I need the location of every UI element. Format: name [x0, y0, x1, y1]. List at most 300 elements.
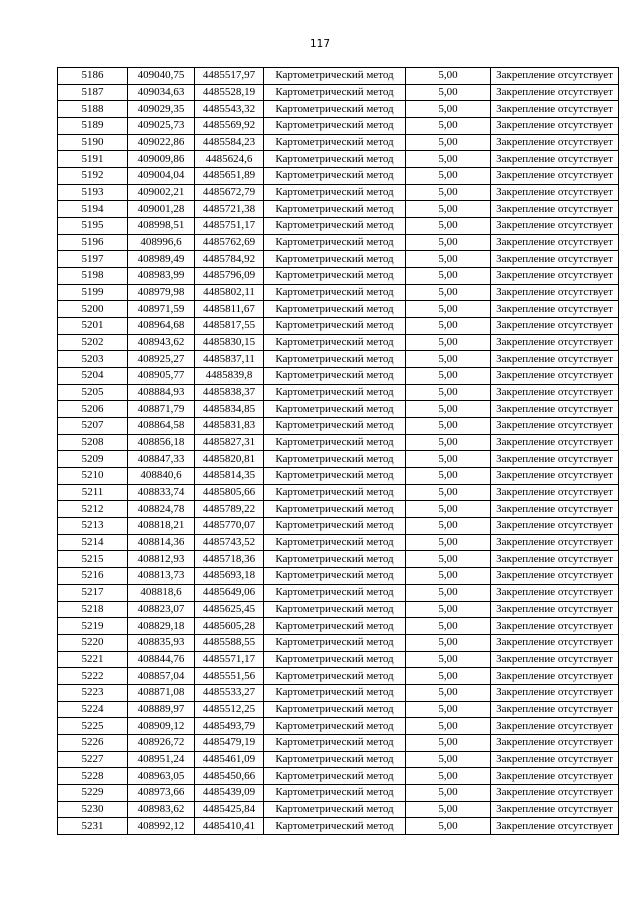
x-coordinate-cell: 408926,72 — [128, 734, 195, 751]
description-cell: Закрепление отсутствует — [491, 118, 619, 135]
point-number-cell: 5220 — [58, 634, 128, 651]
accuracy-cell: 5,00 — [406, 301, 491, 318]
y-coordinate-cell: 4485672,79 — [195, 184, 264, 201]
accuracy-cell: 5,00 — [406, 618, 491, 635]
description-cell: Закрепление отсутствует — [491, 501, 619, 518]
table-row — [58, 151, 619, 168]
table-row — [58, 734, 619, 751]
y-coordinate-cell: 4485796,09 — [195, 268, 264, 285]
description-cell: Закрепление отсутствует — [491, 334, 619, 351]
table-row — [58, 318, 619, 335]
x-coordinate-cell: 409009,86 — [128, 151, 195, 168]
description-cell: Закрепление отсутствует — [491, 318, 619, 335]
y-coordinate-cell: 4485605,28 — [195, 618, 264, 635]
point-number-cell: 5216 — [58, 568, 128, 585]
point-number-cell: 5218 — [58, 601, 128, 618]
point-number-cell: 5199 — [58, 284, 128, 301]
point-number-cell: 5197 — [58, 251, 128, 268]
y-coordinate-cell: 4485624,6 — [195, 151, 264, 168]
table-row — [58, 118, 619, 135]
y-coordinate-cell: 4485718,36 — [195, 551, 264, 568]
point-number-cell: 5213 — [58, 518, 128, 535]
point-number-cell: 5198 — [58, 268, 128, 285]
accuracy-cell: 5,00 — [406, 468, 491, 485]
y-coordinate-cell: 4485649,06 — [195, 584, 264, 601]
x-coordinate-cell: 409004,04 — [128, 168, 195, 185]
point-number-cell: 5229 — [58, 784, 128, 801]
table-row — [58, 84, 619, 101]
accuracy-cell: 5,00 — [406, 401, 491, 418]
x-coordinate-cell: 408905,77 — [128, 368, 195, 385]
method-cell: Картометрический метод — [264, 184, 406, 201]
description-cell: Закрепление отсутствует — [491, 201, 619, 218]
y-coordinate-cell: 4485762,69 — [195, 234, 264, 251]
description-cell: Закрепление отсутствует — [491, 351, 619, 368]
description-cell: Закрепление отсутствует — [491, 401, 619, 418]
accuracy-cell: 5,00 — [406, 351, 491, 368]
table-row — [58, 401, 619, 418]
method-cell: Картометрический метод — [264, 751, 406, 768]
x-coordinate-cell: 409040,75 — [128, 68, 195, 85]
point-number-cell: 5192 — [58, 168, 128, 185]
x-coordinate-cell: 408884,93 — [128, 384, 195, 401]
description-cell: Закрепление отсутствует — [491, 684, 619, 701]
accuracy-cell: 5,00 — [406, 318, 491, 335]
accuracy-cell: 5,00 — [406, 168, 491, 185]
y-coordinate-cell: 4485439,09 — [195, 784, 264, 801]
method-cell: Картометрический метод — [264, 684, 406, 701]
description-cell: Закрепление отсутствует — [491, 634, 619, 651]
point-number-cell: 5190 — [58, 134, 128, 151]
description-cell: Закрепление отсутствует — [491, 784, 619, 801]
point-number-cell: 5215 — [58, 551, 128, 568]
description-cell: Закрепление отсутствует — [491, 218, 619, 235]
point-number-cell: 5201 — [58, 318, 128, 335]
description-cell: Закрепление отсутствует — [491, 184, 619, 201]
y-coordinate-cell: 4485551,56 — [195, 668, 264, 685]
x-coordinate-cell: 408973,66 — [128, 784, 195, 801]
table-row — [58, 768, 619, 785]
description-cell: Закрепление отсутствует — [491, 101, 619, 118]
table-row — [58, 584, 619, 601]
y-coordinate-cell: 4485814,35 — [195, 468, 264, 485]
point-number-cell: 5211 — [58, 484, 128, 501]
table-row — [58, 784, 619, 801]
description-cell: Закрепление отсутствует — [491, 468, 619, 485]
y-coordinate-cell: 4485837,11 — [195, 351, 264, 368]
point-number-cell: 5204 — [58, 368, 128, 385]
point-number-cell: 5188 — [58, 101, 128, 118]
method-cell: Картометрический метод — [264, 801, 406, 818]
accuracy-cell: 5,00 — [406, 451, 491, 468]
y-coordinate-cell: 4485571,17 — [195, 651, 264, 668]
y-coordinate-cell: 4485834,85 — [195, 401, 264, 418]
table-row — [58, 168, 619, 185]
accuracy-cell: 5,00 — [406, 768, 491, 785]
point-number-cell: 5209 — [58, 451, 128, 468]
method-cell: Картометрический метод — [264, 134, 406, 151]
y-coordinate-cell: 4485479,19 — [195, 734, 264, 751]
x-coordinate-cell: 408824,78 — [128, 501, 195, 518]
accuracy-cell: 5,00 — [406, 801, 491, 818]
table-row — [58, 351, 619, 368]
accuracy-cell: 5,00 — [406, 701, 491, 718]
method-cell: Картометрический метод — [264, 401, 406, 418]
point-number-cell: 5223 — [58, 684, 128, 701]
table-row — [58, 251, 619, 268]
accuracy-cell: 5,00 — [406, 184, 491, 201]
x-coordinate-cell: 409001,28 — [128, 201, 195, 218]
x-coordinate-cell: 409029,35 — [128, 101, 195, 118]
accuracy-cell: 5,00 — [406, 501, 491, 518]
coordinates-table — [57, 67, 619, 835]
method-cell: Картометрический метод — [264, 118, 406, 135]
x-coordinate-cell: 408996,6 — [128, 234, 195, 251]
accuracy-cell: 5,00 — [406, 534, 491, 551]
point-number-cell: 5217 — [58, 584, 128, 601]
table-row — [58, 101, 619, 118]
x-coordinate-cell: 408963,05 — [128, 768, 195, 785]
table-row — [58, 368, 619, 385]
x-coordinate-cell: 408979,98 — [128, 284, 195, 301]
table-row — [58, 568, 619, 585]
point-number-cell: 5193 — [58, 184, 128, 201]
description-cell: Закрепление отсутствует — [491, 568, 619, 585]
point-number-cell: 5196 — [58, 234, 128, 251]
table-row — [58, 534, 619, 551]
method-cell: Картометрический метод — [264, 534, 406, 551]
method-cell: Картометрический метод — [264, 468, 406, 485]
x-coordinate-cell: 408829,18 — [128, 618, 195, 635]
accuracy-cell: 5,00 — [406, 634, 491, 651]
y-coordinate-cell: 4485533,27 — [195, 684, 264, 701]
y-coordinate-cell: 4485625,45 — [195, 601, 264, 618]
point-number-cell: 5207 — [58, 418, 128, 435]
x-coordinate-cell: 408998,51 — [128, 218, 195, 235]
table-row — [58, 468, 619, 485]
method-cell: Картометрический метод — [264, 318, 406, 335]
accuracy-cell: 5,00 — [406, 84, 491, 101]
y-coordinate-cell: 4485817,55 — [195, 318, 264, 335]
x-coordinate-cell: 408844,76 — [128, 651, 195, 668]
description-cell: Закрепление отсутствует — [491, 484, 619, 501]
point-number-cell: 5210 — [58, 468, 128, 485]
accuracy-cell: 5,00 — [406, 684, 491, 701]
method-cell: Картометрический метод — [264, 434, 406, 451]
table-row — [58, 68, 619, 85]
description-cell: Закрепление отсутствует — [491, 768, 619, 785]
method-cell: Картометрический метод — [264, 518, 406, 535]
y-coordinate-cell: 4485721,38 — [195, 201, 264, 218]
method-cell: Картометрический метод — [264, 701, 406, 718]
x-coordinate-cell: 408840,6 — [128, 468, 195, 485]
method-cell: Картометрический метод — [264, 768, 406, 785]
table-row — [58, 718, 619, 735]
accuracy-cell: 5,00 — [406, 68, 491, 85]
method-cell: Картометрический метод — [264, 201, 406, 218]
x-coordinate-cell: 408983,62 — [128, 801, 195, 818]
y-coordinate-cell: 4485588,55 — [195, 634, 264, 651]
x-coordinate-cell: 408992,12 — [128, 818, 195, 835]
description-cell: Закрепление отсутствует — [491, 534, 619, 551]
accuracy-cell: 5,00 — [406, 751, 491, 768]
point-number-cell: 5214 — [58, 534, 128, 551]
accuracy-cell: 5,00 — [406, 201, 491, 218]
accuracy-cell: 5,00 — [406, 284, 491, 301]
x-coordinate-cell: 408818,21 — [128, 518, 195, 535]
x-coordinate-cell: 409034,63 — [128, 84, 195, 101]
accuracy-cell: 5,00 — [406, 101, 491, 118]
point-number-cell: 5191 — [58, 151, 128, 168]
table-row — [58, 634, 619, 651]
point-number-cell: 5222 — [58, 668, 128, 685]
description-cell: Закрепление отсутствует — [491, 451, 619, 468]
x-coordinate-cell: 408856,18 — [128, 434, 195, 451]
description-cell: Закрепление отсутствует — [491, 368, 619, 385]
y-coordinate-cell: 4485784,92 — [195, 251, 264, 268]
description-cell: Закрепление отсутствует — [491, 718, 619, 735]
method-cell: Картометрический метод — [264, 168, 406, 185]
table-row — [58, 801, 619, 818]
method-cell: Картометрический метод — [264, 818, 406, 835]
point-number-cell: 5187 — [58, 84, 128, 101]
point-number-cell: 5200 — [58, 301, 128, 318]
method-cell: Картометрический метод — [264, 251, 406, 268]
y-coordinate-cell: 4485831,83 — [195, 418, 264, 435]
point-number-cell: 5224 — [58, 701, 128, 718]
y-coordinate-cell: 4485770,07 — [195, 518, 264, 535]
y-coordinate-cell: 4485543,32 — [195, 101, 264, 118]
method-cell: Картометрический метод — [264, 601, 406, 618]
x-coordinate-cell: 408983,99 — [128, 268, 195, 285]
table-row — [58, 434, 619, 451]
description-cell: Закрепление отсутствует — [491, 151, 619, 168]
point-number-cell: 5225 — [58, 718, 128, 735]
table-row — [58, 618, 619, 635]
table-row — [58, 551, 619, 568]
description-cell: Закрепление отсутствует — [491, 284, 619, 301]
table-row — [58, 451, 619, 468]
y-coordinate-cell: 4485528,19 — [195, 84, 264, 101]
y-coordinate-cell: 4485493,79 — [195, 718, 264, 735]
method-cell: Картометрический метод — [264, 68, 406, 85]
x-coordinate-cell: 408812,93 — [128, 551, 195, 568]
x-coordinate-cell: 408971,59 — [128, 301, 195, 318]
x-coordinate-cell: 408951,24 — [128, 751, 195, 768]
accuracy-cell: 5,00 — [406, 734, 491, 751]
description-cell: Закрепление отсутствует — [491, 668, 619, 685]
table-row — [58, 284, 619, 301]
table-row — [58, 268, 619, 285]
x-coordinate-cell: 408943,62 — [128, 334, 195, 351]
y-coordinate-cell: 4485450,66 — [195, 768, 264, 785]
table-row — [58, 701, 619, 718]
description-cell: Закрепление отсутствует — [491, 518, 619, 535]
point-number-cell: 5219 — [58, 618, 128, 635]
accuracy-cell: 5,00 — [406, 334, 491, 351]
point-number-cell: 5230 — [58, 801, 128, 818]
table-row — [58, 601, 619, 618]
table-row — [58, 218, 619, 235]
method-cell: Картометрический метод — [264, 734, 406, 751]
accuracy-cell: 5,00 — [406, 134, 491, 151]
description-cell: Закрепление отсутствует — [491, 234, 619, 251]
point-number-cell: 5208 — [58, 434, 128, 451]
method-cell: Картометрический метод — [264, 368, 406, 385]
table-row — [58, 334, 619, 351]
accuracy-cell: 5,00 — [406, 518, 491, 535]
point-number-cell: 5206 — [58, 401, 128, 418]
x-coordinate-cell: 409002,21 — [128, 184, 195, 201]
table-row — [58, 751, 619, 768]
method-cell: Картометрический метод — [264, 784, 406, 801]
description-cell: Закрепление отсутствует — [491, 168, 619, 185]
x-coordinate-cell: 408925,27 — [128, 351, 195, 368]
description-cell: Закрепление отсутствует — [491, 134, 619, 151]
point-number-cell: 5194 — [58, 201, 128, 218]
y-coordinate-cell: 4485827,31 — [195, 434, 264, 451]
table-row — [58, 501, 619, 518]
method-cell: Картометрический метод — [264, 584, 406, 601]
accuracy-cell: 5,00 — [406, 151, 491, 168]
description-cell: Закрепление отсутствует — [491, 734, 619, 751]
accuracy-cell: 5,00 — [406, 251, 491, 268]
description-cell: Закрепление отсутствует — [491, 384, 619, 401]
point-number-cell: 5203 — [58, 351, 128, 368]
method-cell: Картометрический метод — [264, 284, 406, 301]
description-cell: Закрепление отсутствует — [491, 751, 619, 768]
method-cell: Картометрический метод — [264, 234, 406, 251]
x-coordinate-cell: 408835,93 — [128, 634, 195, 651]
table-row — [58, 668, 619, 685]
y-coordinate-cell: 4485830,15 — [195, 334, 264, 351]
method-cell: Картометрический метод — [264, 151, 406, 168]
y-coordinate-cell: 4485693,18 — [195, 568, 264, 585]
table-row — [58, 818, 619, 835]
accuracy-cell: 5,00 — [406, 651, 491, 668]
y-coordinate-cell: 4485410,41 — [195, 818, 264, 835]
table-row — [58, 184, 619, 201]
description-cell: Закрепление отсутствует — [491, 251, 619, 268]
table-row — [58, 651, 619, 668]
description-cell: Закрепление отсутствует — [491, 601, 619, 618]
point-number-cell: 5202 — [58, 334, 128, 351]
accuracy-cell: 5,00 — [406, 268, 491, 285]
y-coordinate-cell: 4485838,37 — [195, 384, 264, 401]
x-coordinate-cell: 408989,49 — [128, 251, 195, 268]
accuracy-cell: 5,00 — [406, 118, 491, 135]
description-cell: Закрепление отсутствует — [491, 434, 619, 451]
method-cell: Картометрический метод — [264, 484, 406, 501]
description-cell: Закрепление отсутствует — [491, 301, 619, 318]
y-coordinate-cell: 4485517,97 — [195, 68, 264, 85]
point-number-cell: 5227 — [58, 751, 128, 768]
accuracy-cell: 5,00 — [406, 234, 491, 251]
method-cell: Картометрический метод — [264, 268, 406, 285]
table-row — [58, 234, 619, 251]
y-coordinate-cell: 4485802,11 — [195, 284, 264, 301]
x-coordinate-cell: 408857,04 — [128, 668, 195, 685]
description-cell: Закрепление отсутствует — [491, 68, 619, 85]
accuracy-cell: 5,00 — [406, 384, 491, 401]
table-row — [58, 384, 619, 401]
accuracy-cell: 5,00 — [406, 218, 491, 235]
x-coordinate-cell: 408847,33 — [128, 451, 195, 468]
method-cell: Картометрический метод — [264, 668, 406, 685]
point-number-cell: 5205 — [58, 384, 128, 401]
point-number-cell: 5231 — [58, 818, 128, 835]
x-coordinate-cell: 408813,73 — [128, 568, 195, 585]
table-row — [58, 134, 619, 151]
method-cell: Картометрический метод — [264, 651, 406, 668]
page-number: 117 — [309, 38, 331, 50]
table-row — [58, 484, 619, 501]
x-coordinate-cell: 409022,86 — [128, 134, 195, 151]
y-coordinate-cell: 4485839,8 — [195, 368, 264, 385]
description-cell: Закрепление отсутствует — [491, 268, 619, 285]
y-coordinate-cell: 4485743,52 — [195, 534, 264, 551]
description-cell: Закрепление отсутствует — [491, 801, 619, 818]
y-coordinate-cell: 4485512,25 — [195, 701, 264, 718]
method-cell: Картометрический метод — [264, 451, 406, 468]
point-number-cell: 5212 — [58, 501, 128, 518]
y-coordinate-cell: 4485789,22 — [195, 501, 264, 518]
x-coordinate-cell: 408964,68 — [128, 318, 195, 335]
method-cell: Картометрический метод — [264, 218, 406, 235]
accuracy-cell: 5,00 — [406, 368, 491, 385]
description-cell: Закрепление отсутствует — [491, 84, 619, 101]
y-coordinate-cell: 4485461,09 — [195, 751, 264, 768]
y-coordinate-cell: 4485820,81 — [195, 451, 264, 468]
y-coordinate-cell: 4485425,84 — [195, 801, 264, 818]
x-coordinate-cell: 408871,79 — [128, 401, 195, 418]
point-number-cell: 5186 — [58, 68, 128, 85]
table-row — [58, 684, 619, 701]
accuracy-cell: 5,00 — [406, 784, 491, 801]
description-cell: Закрепление отсутствует — [491, 651, 619, 668]
accuracy-cell: 5,00 — [406, 484, 491, 501]
method-cell: Картометрический метод — [264, 618, 406, 635]
y-coordinate-cell: 4485811,67 — [195, 301, 264, 318]
x-coordinate-cell: 408889,97 — [128, 701, 195, 718]
point-number-cell: 5221 — [58, 651, 128, 668]
y-coordinate-cell: 4485805,66 — [195, 484, 264, 501]
point-number-cell: 5226 — [58, 734, 128, 751]
method-cell: Картометрический метод — [264, 84, 406, 101]
method-cell: Картометрический метод — [264, 718, 406, 735]
x-coordinate-cell: 408871,08 — [128, 684, 195, 701]
accuracy-cell: 5,00 — [406, 584, 491, 601]
accuracy-cell: 5,00 — [406, 818, 491, 835]
method-cell: Картометрический метод — [264, 334, 406, 351]
point-number-cell: 5195 — [58, 218, 128, 235]
description-cell: Закрепление отсутствует — [491, 618, 619, 635]
method-cell: Картометрический метод — [264, 301, 406, 318]
accuracy-cell: 5,00 — [406, 718, 491, 735]
y-coordinate-cell: 4485584,23 — [195, 134, 264, 151]
x-coordinate-cell: 408818,6 — [128, 584, 195, 601]
accuracy-cell: 5,00 — [406, 418, 491, 435]
description-cell: Закрепление отсутствует — [491, 818, 619, 835]
x-coordinate-cell: 409025,73 — [128, 118, 195, 135]
accuracy-cell: 5,00 — [406, 668, 491, 685]
table-row — [58, 518, 619, 535]
method-cell: Картометрический метод — [264, 351, 406, 368]
point-number-cell: 5189 — [58, 118, 128, 135]
accuracy-cell: 5,00 — [406, 551, 491, 568]
description-cell: Закрепление отсутствует — [491, 418, 619, 435]
accuracy-cell: 5,00 — [406, 601, 491, 618]
